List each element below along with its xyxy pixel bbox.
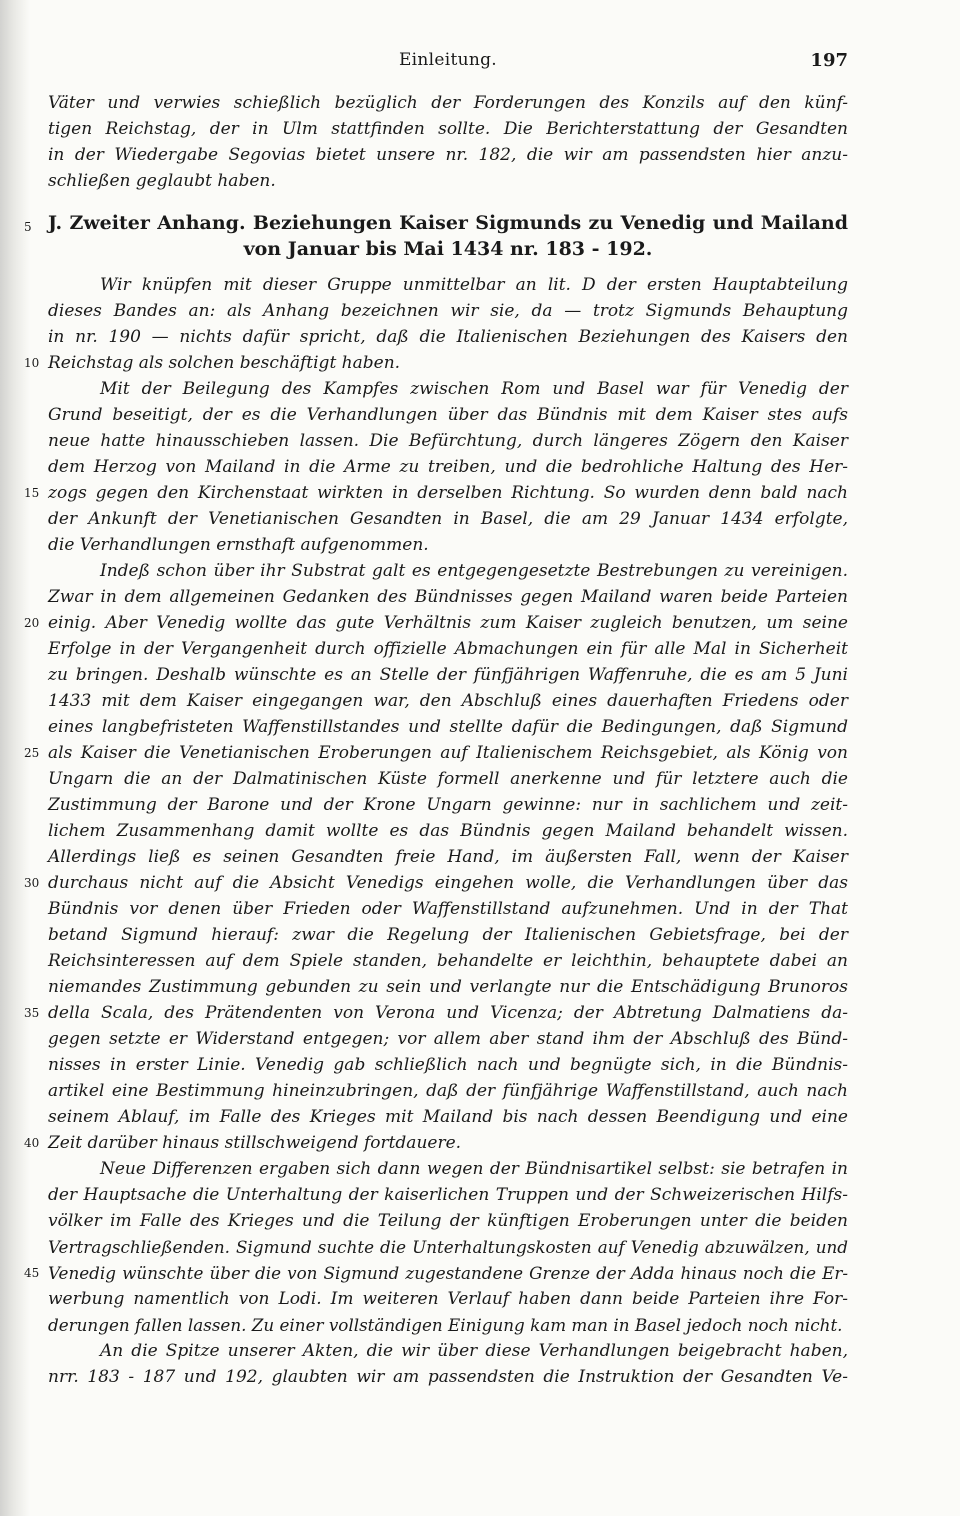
text-line: Indeß schon über ihr Substrat galt es entgegengesetzte Bestrebungen zu vereinigen. <box>100 561 848 581</box>
text-line: einig. Aber Venedig wollte das gute Verhältnis zum Kaiser zugleich benutzen, um seine <box>48 613 848 633</box>
running-title: Einleitung. <box>398 50 498 70</box>
text-line: dieses Bandes an: als Anhang bezeichnen wir sie, da — trotz Sigmunds Behauptung <box>48 301 848 321</box>
text-line: Erfolge in der Vergangenheit durch offizielle Abmachungen ein für alle Mal in Sicherheit <box>48 639 848 659</box>
line-number: 35 <box>24 1006 40 1020</box>
text-line: Zeit darüber hinaus stillschweigend fortdauere. <box>48 1133 462 1153</box>
text-line: della Scala, des Prätendenten von Verona und Vicenza; der Abtretung Dalmatiens da- <box>48 1003 848 1023</box>
text-line: durchaus nicht auf die Absicht Venedigs eingehen wolle, die Verhandlungen über das <box>48 873 848 893</box>
line-number: 15 <box>24 486 40 500</box>
text-line: der Ankunft der Venetianischen Gesandten in Basel, die am 29 Januar 1434 erfolgte, <box>48 509 848 529</box>
text-line: werbung namentlich von Lodi. Im weiteren Verlauf haben dann beide Parteien ihre For- <box>48 1289 848 1309</box>
section-heading <box>24 210 848 262</box>
line-number: 5 <box>24 220 32 234</box>
text-line: betand Sigmund hierauf: zwar die Regelung der Italienischen Gebietsfrage, bei der <box>48 925 848 945</box>
text-line: Vertragschließenden. Sigmund suchte die Unterhaltungskosten auf Venedig abzuwälzen, und <box>48 1237 848 1257</box>
text-line: Neue Differenzen ergaben sich dann wegen der Bündnisartikel selbst: sie betrafen in <box>100 1159 848 1179</box>
text-line: nrr. 183 - 187 und 192, glaubten wir am passendsten die Instruktion der Gesandten Ve- <box>48 1367 848 1387</box>
text-line: neue hatte hinausschieben lassen. Die Befürchtung, durch längeres Zögern den Kaiser <box>48 431 848 451</box>
text-line: gegen setzte er Widerstand entgegen; vor allem aber stand ihm der Abschluß des Bünd- <box>48 1029 848 1049</box>
text-line: 1433 mit dem Kaiser eingegangen war, den Abschluß eines dauerhaften Friedens oder <box>48 691 848 711</box>
text-line: Ungarn die an der Dalmatinischen Küste formell anerkenne und für letztere auch die <box>48 769 848 789</box>
text-line: schließen geglaubt haben. <box>48 171 276 191</box>
text-line: seinem Ablauf, im Falle des Krieges mit Mailand bis nach dessen Beendigung und eine <box>48 1107 848 1127</box>
line-number: 10 <box>24 356 40 370</box>
text-line: Venedig wünschte über die von Sigmund zugestandene Grenze der Adda hinaus noch die Er- <box>48 1263 848 1283</box>
text-line: Zwar in dem allgemeinen Gedanken des Bündnisses gegen Mailand waren beide Parteien <box>48 587 848 607</box>
text-line: als Kaiser die Venetianischen Eroberungen auf Italienischem Reichsgebiet, als König von <box>48 743 848 763</box>
text-line: Allerdings ließ es seinen Gesandten freie Hand, im äußersten Fall, wenn der Kaiser <box>48 847 848 867</box>
line-number: 30 <box>24 876 40 890</box>
text-line: dem Herzog von Mailand in die Arme zu treiben, und die bedrohliche Haltung des Her- <box>48 457 848 477</box>
text-line: Wir knüpfen mit dieser Gruppe unmittelbar an lit. D der ersten Hauptabteilung <box>100 275 848 295</box>
text-line: tigen Reichstag, der in Ulm stattfinden sollte. Die Berichterstattung der Gesandten <box>48 119 848 139</box>
text-line: eines langbefristeten Waffenstillstandes und stellte dafür die Bedingungen, daß Sigmund <box>48 717 848 737</box>
section-heading-line-1: J. Zweiter Anhang. Beziehungen Kaiser Sigmunds zu Venedig und Mailand <box>48 212 848 234</box>
text-line: lichem Zusammenhang damit wollte es das Bündnis gegen Mailand behandelt wissen. <box>48 821 848 841</box>
text-line: in der Wiedergabe Segovias bietet unsere nr. 182, die wir am passendsten hier anzu- <box>48 145 848 165</box>
text-line: niemandes Zustimmung gebunden zu sein und verlangte nur die Entschädigung Brunoros <box>48 977 848 997</box>
text-line: der Hauptsache die Unterhaltung der kaiserlichen Truppen und der Schweizerischen Hilfs- <box>48 1185 848 1205</box>
text-line: Väter und verwies schießlich bezüglich der Forderungen des Konzils auf den künf- <box>48 93 848 113</box>
text-line: Reichstag als solchen beschäftigt haben. <box>48 353 401 373</box>
text-line: die Verhandlungen ernsthaft aufgenommen. <box>48 535 429 555</box>
text-line: in nr. 190 — nichts dafür spricht, daß die Italienischen Beziehungen des Kaisers den <box>48 327 848 347</box>
text-line: derungen fallen lassen. Zu einer vollständigen Einigung kam man in Basel jedoch noch nicht. <box>48 1315 843 1335</box>
text-line: Grund beseitigt, der es die Verhandlungen über das Bündnis mit dem Kaiser stes aufs <box>48 405 848 425</box>
text-line: völker im Falle des Krieges und die Teilung der künftigen Eroberungen unter die beiden <box>48 1211 848 1231</box>
page-number: 197 <box>810 50 848 71</box>
page-header <box>48 50 848 76</box>
text-line: Zustimmung der Barone und der Krone Ungarn gewinne: nur in sachlichem und zeit- <box>48 795 848 815</box>
text-line: zogs gegen den Kirchenstaat wirkten in derselben Richtung. So wurden denn bald nach <box>48 483 848 503</box>
line-number: 20 <box>24 616 40 630</box>
text-line: Reichsinteressen auf dem Spiele standen, behandelte er leichthin, behauptete dabei an <box>48 951 848 971</box>
text-line: nisses in erster Linie. Venedig gab schließlich nach und begnügte sich, in die Bündnis- <box>48 1055 848 1075</box>
line-number: 45 <box>24 1266 40 1280</box>
text-line: Mit der Beilegung des Kampfes zwischen Rom und Basel war für Venedig der <box>100 379 848 399</box>
text-line: Bündnis vor denen über Frieden oder Waffenstillstand aufzunehmen. Und in der That <box>48 899 848 919</box>
section-heading-line-2: von Januar bis Mai 1434 nr. 183 - 192. <box>243 238 653 260</box>
text-line: artikel eine Bestimmung hineinzubringen, daß der fünfjährige Waffenstillstand, auch nach <box>48 1081 848 1101</box>
line-number: 25 <box>24 746 40 760</box>
text-line: zu bringen. Deshalb wünschte es an Stelle der fünfjährigen Waffenruhe, die es am 5 Juni <box>48 665 848 685</box>
text-line: An die Spitze unserer Akten, die wir über diese Verhandlungen beigebracht haben, <box>100 1341 848 1361</box>
line-number: 40 <box>24 1136 40 1150</box>
